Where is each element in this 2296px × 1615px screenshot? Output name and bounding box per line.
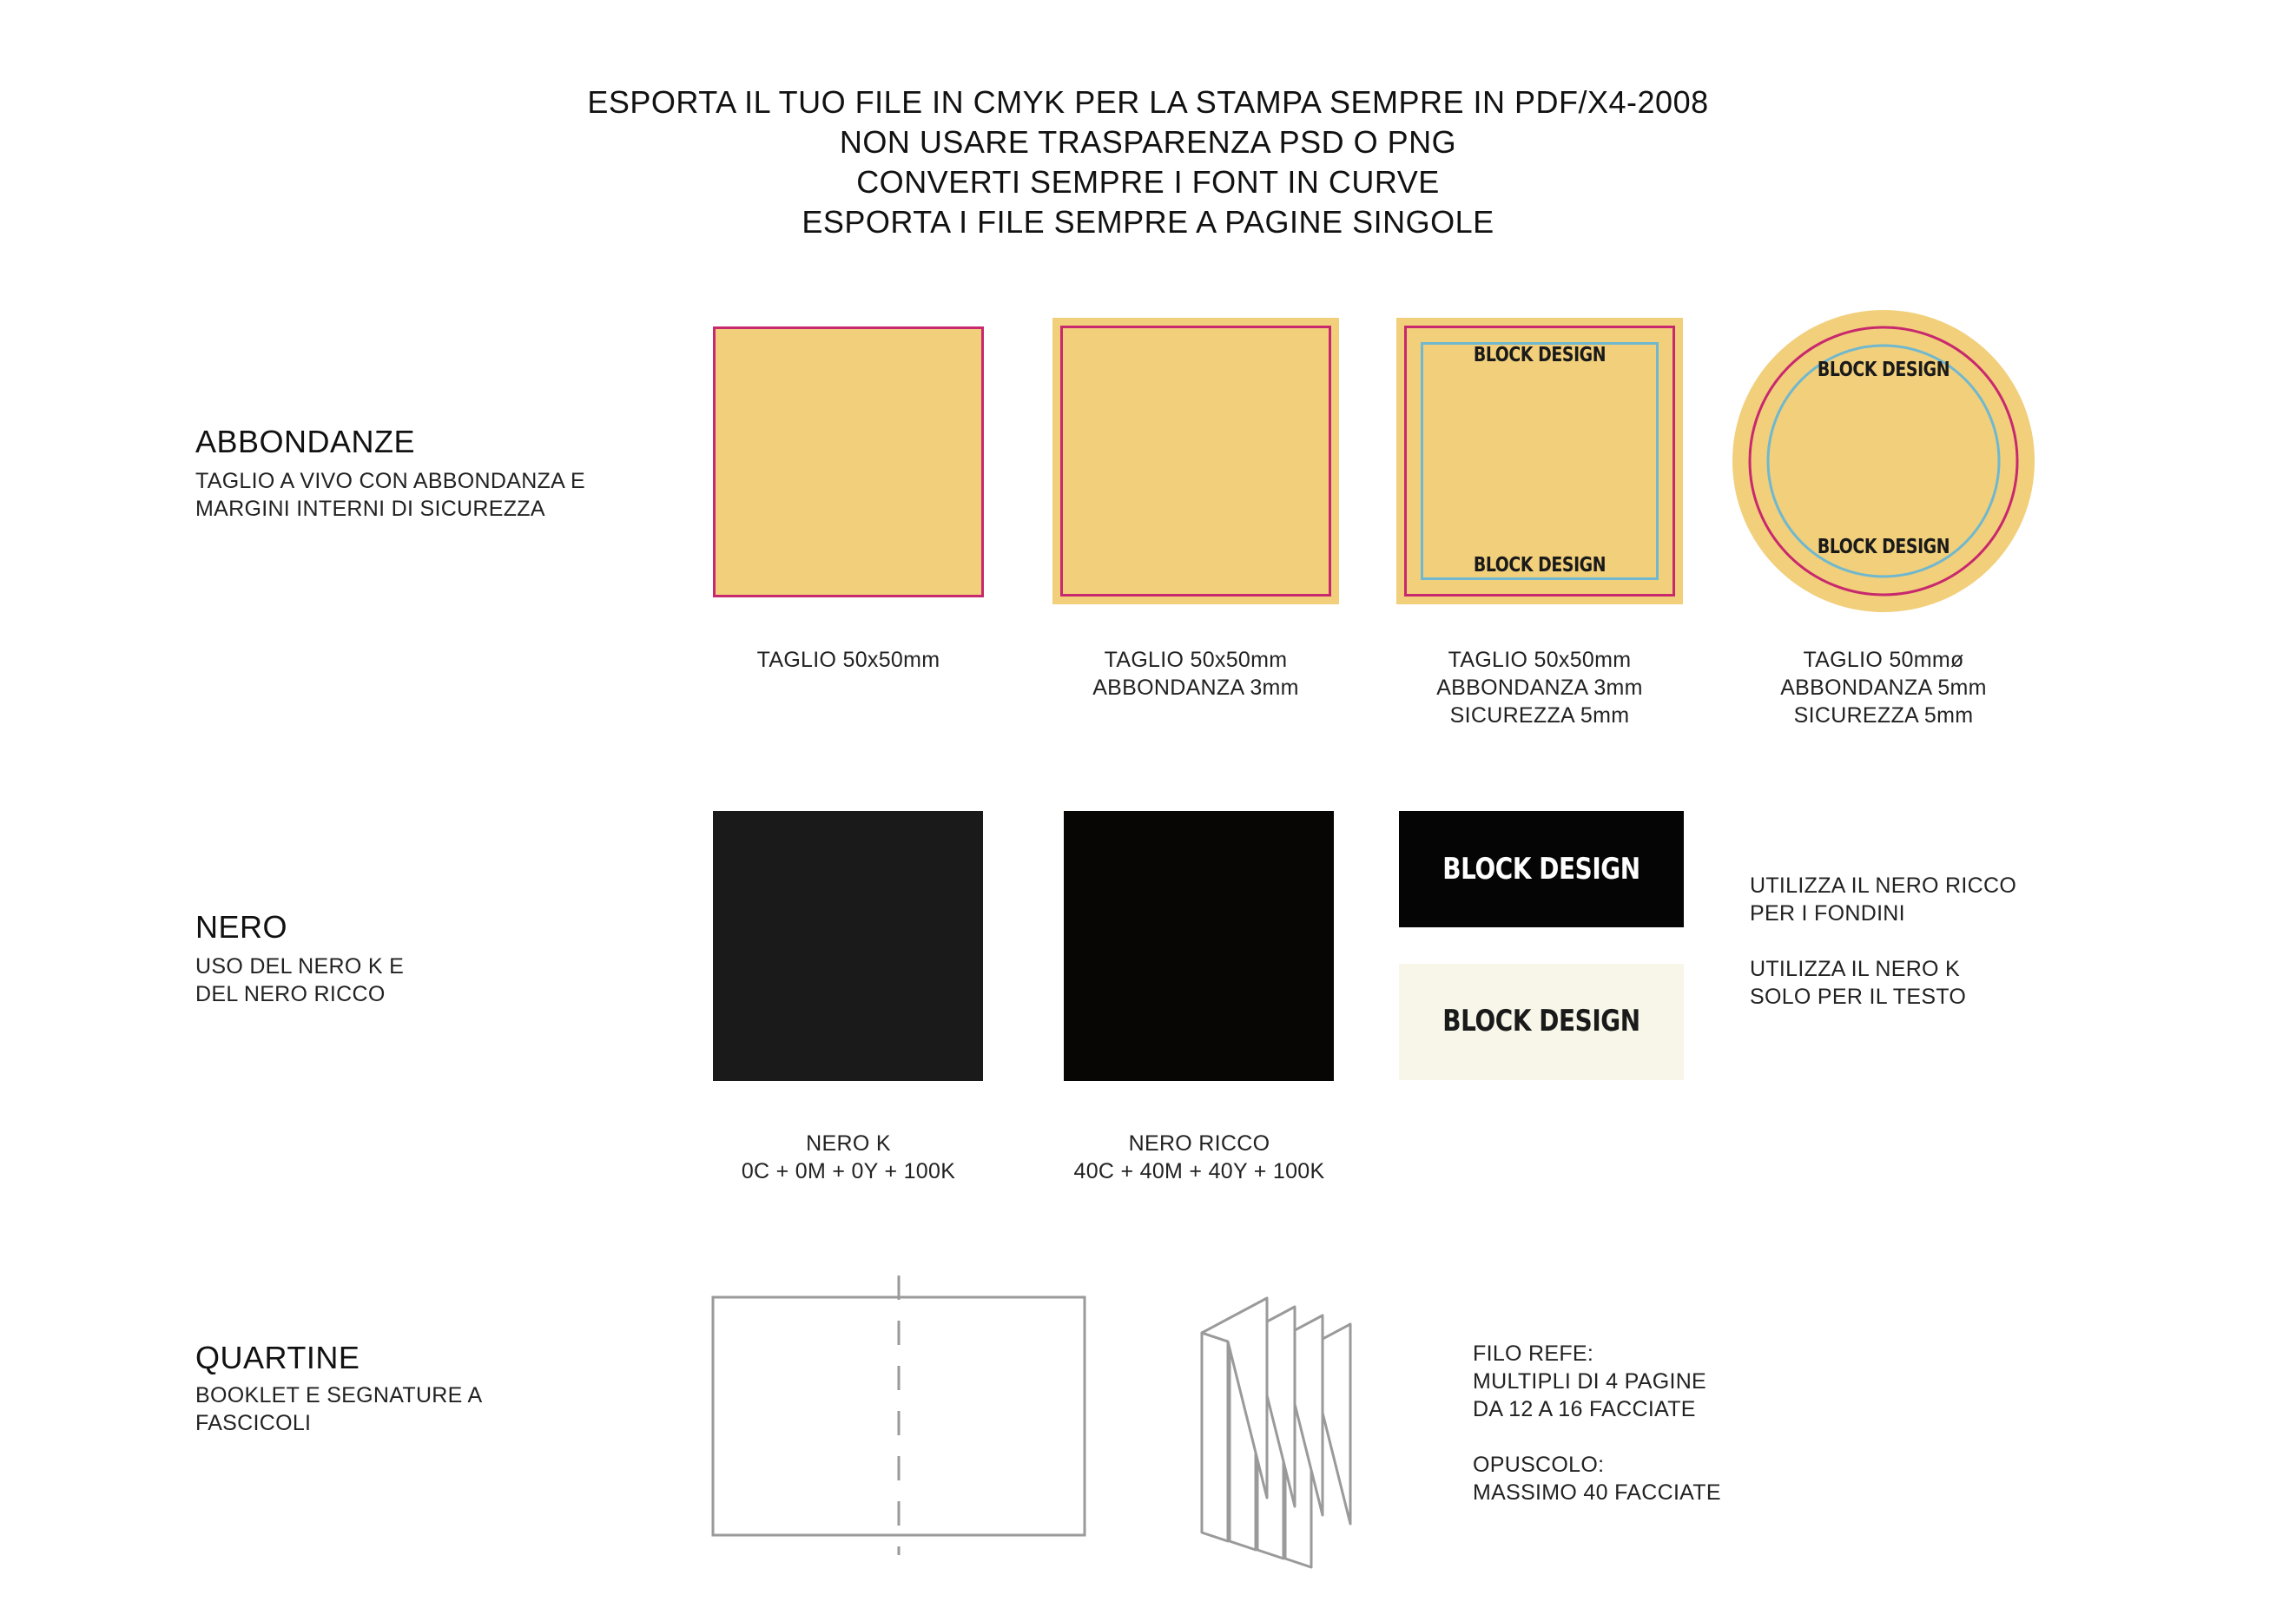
signature-page (1202, 1333, 1228, 1541)
caption-line: NERO RICCO (1128, 1131, 1270, 1156)
caption-line: ABBONDANZA 3mm (1092, 676, 1299, 700)
section-subtitle (195, 953, 404, 1008)
caption-line: ABBONDANZA 3mm (1436, 676, 1643, 700)
example-light-background (1399, 964, 1684, 1080)
caption-line: TAGLIO 50x50mm (756, 648, 940, 672)
section-title: ABBONDANZE (195, 424, 416, 459)
safety-line (1421, 342, 1659, 580)
note-line: FILO REFE: (1473, 1341, 1594, 1366)
page-header (0, 82, 2296, 242)
header-line: ESPORTA IL TUO FILE IN CMYK PER LA STAMPA SEMPRE IN PDF/X4-2008 (587, 84, 1709, 120)
section-subtitle (195, 467, 585, 523)
caption-line: TAGLIO 50mmø (1803, 648, 1964, 672)
swatch-nero-k (713, 811, 983, 1081)
swatch-caption (1069, 1130, 1329, 1185)
note-line: OPUSCOLO: (1473, 1453, 1605, 1477)
note-line: UTILIZZA IL NERO RICCO (1750, 873, 2017, 898)
sample-caption (718, 646, 979, 674)
note-line: MULTIPLI DI 4 PAGINE (1473, 1369, 1707, 1394)
brand-text-top: BLOCK DESIGN (1817, 359, 1950, 381)
subtitle-line: DEL NERO RICCO (195, 982, 386, 1006)
sample-caption (1066, 646, 1326, 702)
section-quartine-heading (195, 1340, 482, 1437)
swatch-nero-ricco (1064, 811, 1334, 1081)
header-line: ESPORTA I FILE SEMPRE A PAGINE SINGOLE (802, 204, 1494, 240)
caption-line: 0C + 0M + 0Y + 100K (741, 1159, 956, 1183)
quartine-notes (1473, 1340, 1721, 1506)
caption-line: SICUREZZA 5mm (1449, 703, 1630, 728)
swatch-caption (718, 1130, 979, 1185)
sample-caption (1409, 646, 1670, 729)
section-abbondanze-heading (195, 424, 585, 523)
brand-text-top: BLOCK DESIGN (1473, 344, 1607, 366)
section-subtitle (195, 1381, 482, 1437)
circle-graphic (1732, 309, 2035, 613)
signatures-diagram (1190, 1272, 1415, 1585)
subtitle-line: TAGLIO A VIVO CON ABBONDANZA E (195, 469, 585, 493)
bleed-circle (1732, 310, 2035, 612)
note-line: SOLO PER IL TESTO (1750, 985, 1967, 1009)
brand-text: BLOCK DESIGN (1442, 852, 1640, 887)
subtitle-line: FASCICOLI (195, 1411, 312, 1435)
brand-text-bottom: BLOCK DESIGN (1817, 536, 1950, 558)
caption-line: ABBONDANZA 5mm (1780, 676, 1987, 700)
header-line: NON USARE TRASPARENZA PSD O PNG (839, 124, 1457, 160)
note-line: UTILIZZA IL NERO K (1750, 957, 1961, 981)
caption-line: 40C + 40M + 40Y + 100K (1073, 1159, 1325, 1183)
subtitle-line: MARGINI INTERNI DI SICUREZZA (195, 497, 545, 521)
cut-line (1060, 326, 1331, 597)
note-line: PER I FONDINI (1750, 901, 1905, 926)
sample-cut-square (713, 326, 984, 597)
brand-text-bottom: BLOCK DESIGN (1473, 554, 1607, 577)
caption-line: SICUREZZA 5mm (1793, 703, 1974, 728)
caption-line: NERO K (806, 1131, 891, 1156)
brand-text: BLOCK DESIGN (1442, 1004, 1640, 1038)
caption-line: TAGLIO 50x50mm (1448, 648, 1632, 672)
section-title: NERO (195, 909, 288, 945)
sample-caption (1753, 646, 2014, 729)
sample-bleed-square (1052, 318, 1339, 604)
note-line: MASSIMO 40 FACCIATE (1473, 1480, 1721, 1505)
header-line: CONVERTI SEMPRE I FONT IN CURVE (856, 164, 1440, 200)
signature-stack (1202, 1298, 1350, 1567)
example-dark-background (1399, 811, 1684, 927)
subtitle-line: BOOKLET E SEGNATURE A (195, 1383, 483, 1407)
nero-notes (1750, 872, 2016, 1011)
sample-circle (1732, 309, 2035, 613)
subtitle-line: USO DEL NERO K E (195, 954, 405, 979)
sample-safety-square (1396, 318, 1683, 604)
section-title: QUARTINE (195, 1340, 360, 1375)
note-line: DA 12 A 16 FACCIATE (1473, 1397, 1696, 1421)
section-nero-heading (195, 909, 404, 1008)
spread-fold-diagram (708, 1272, 1090, 1559)
caption-line: TAGLIO 50x50mm (1104, 648, 1288, 672)
